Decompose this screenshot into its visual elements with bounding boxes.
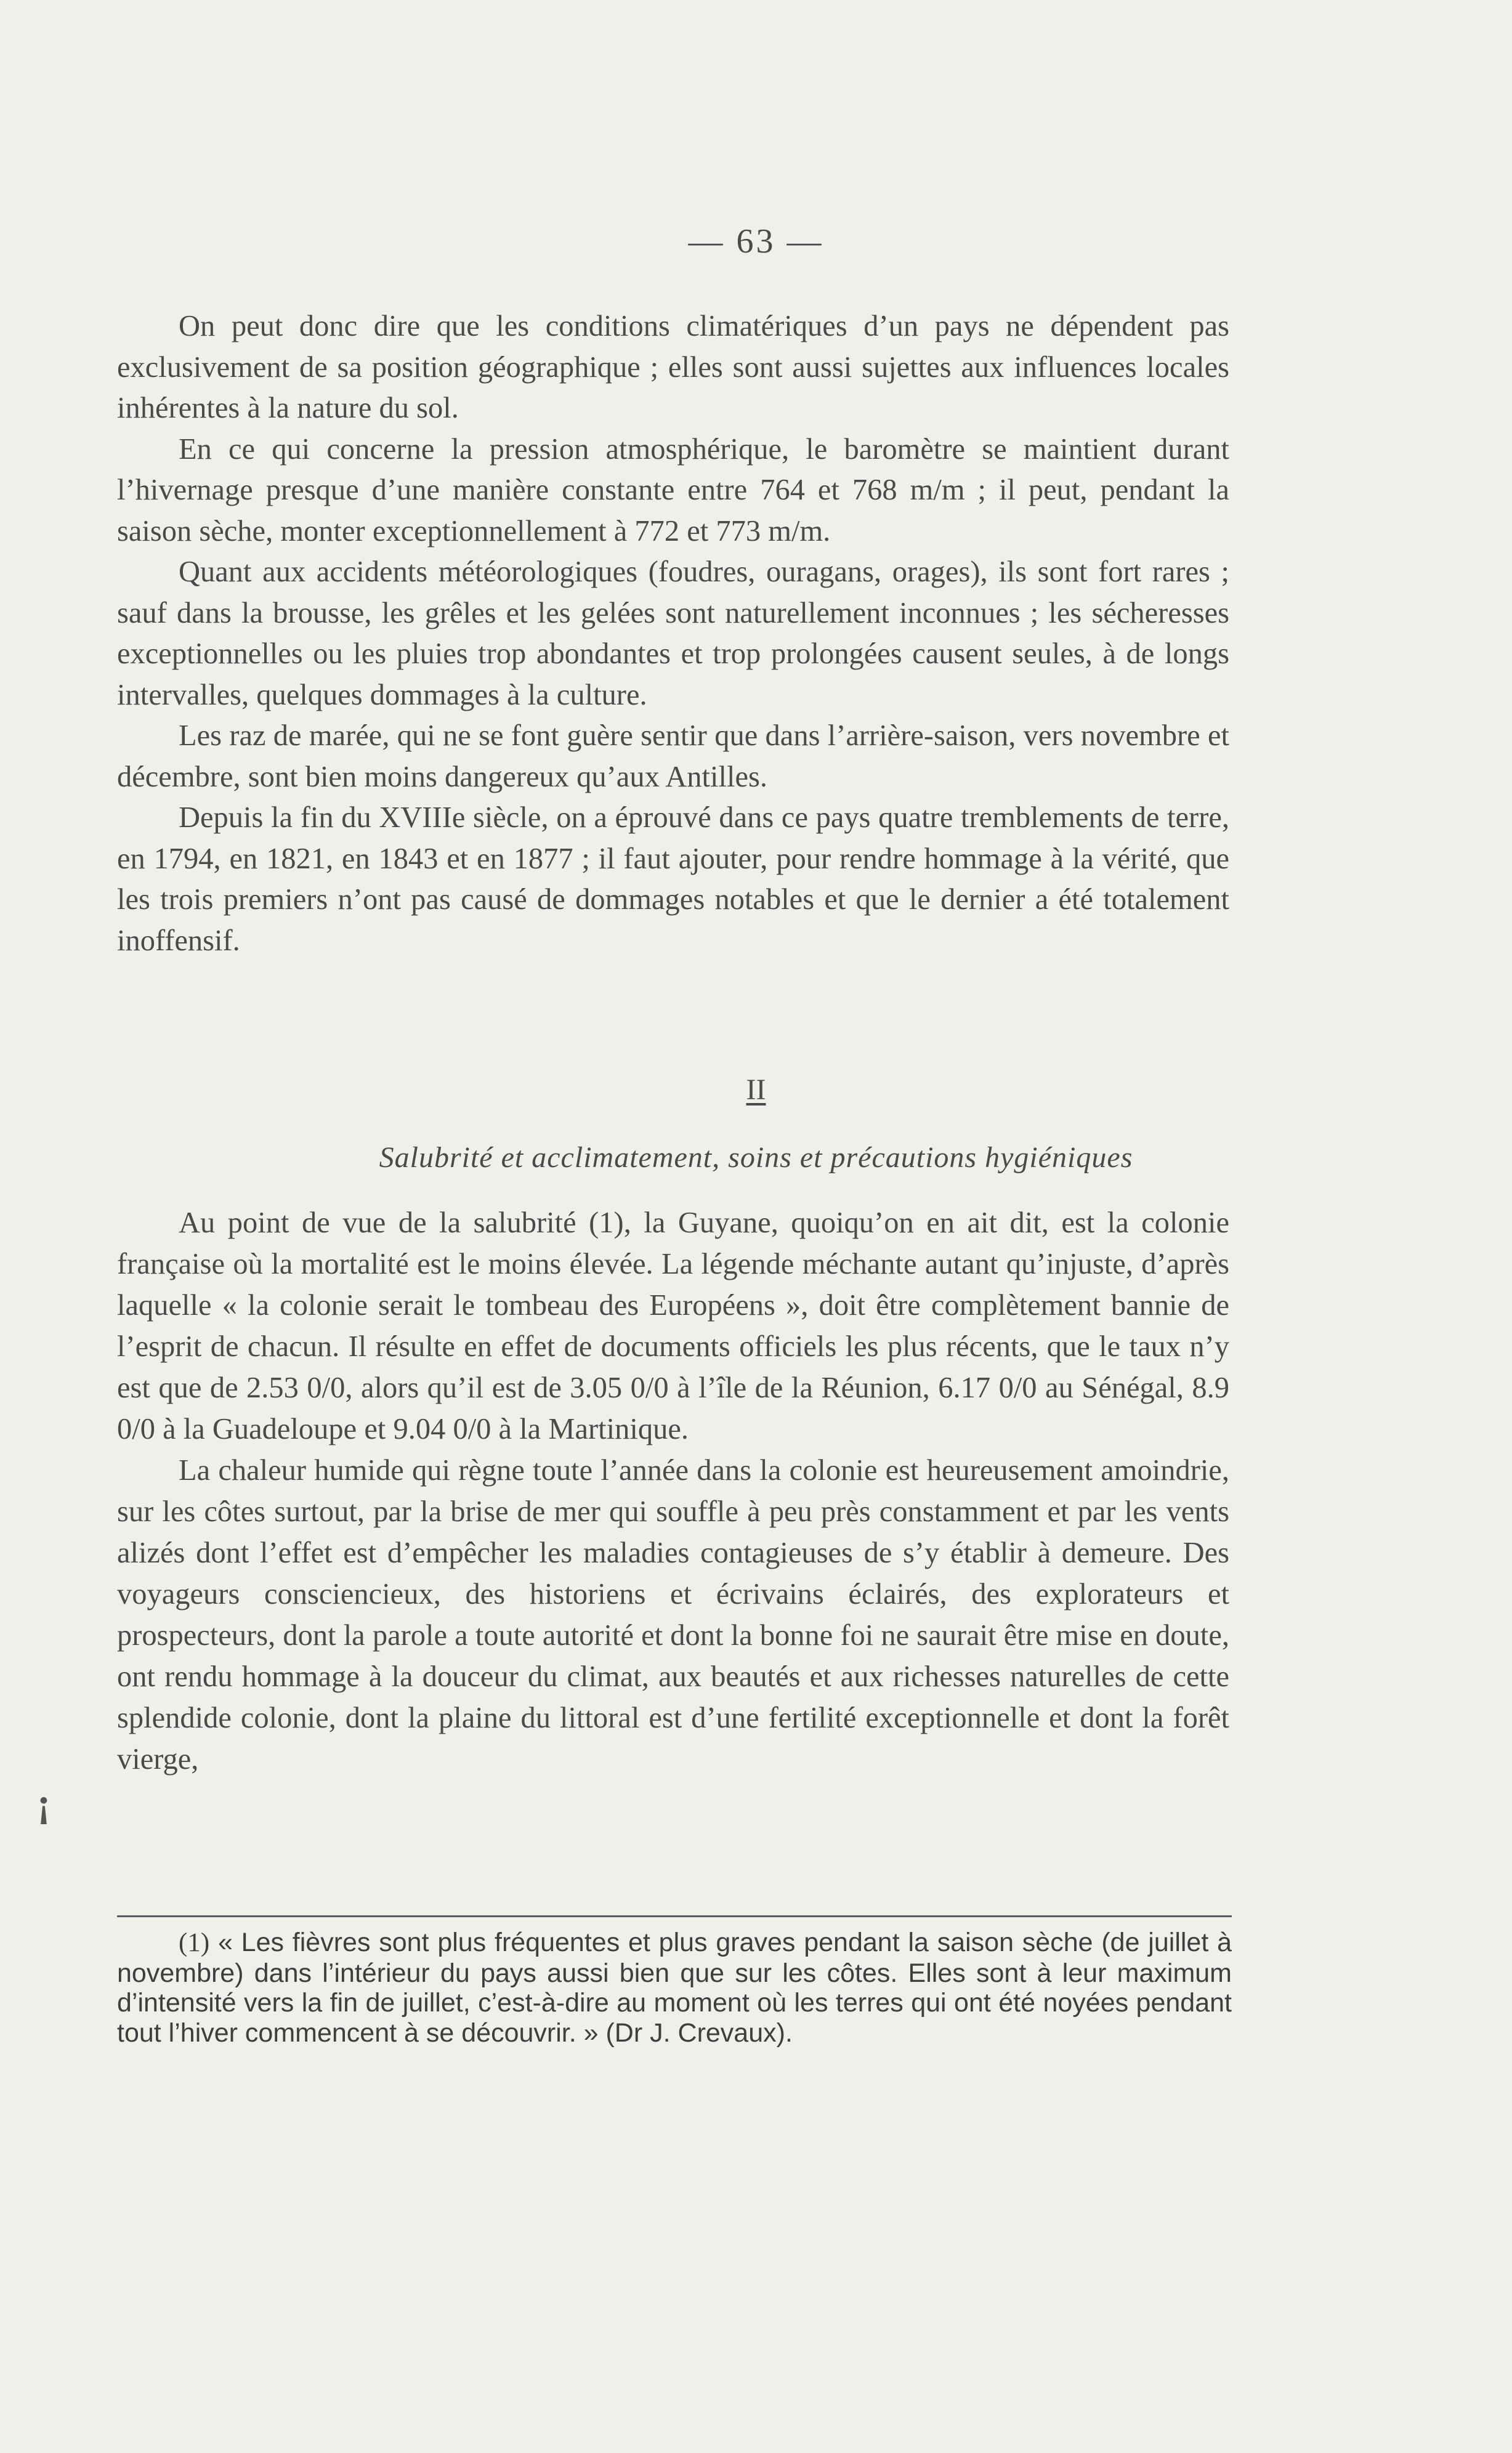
paragraph: Depuis la fin du XVIIIe siècle, on a éprouvé dans ce pays quatre tremblements de terre, en 1794, en 1821, en 1843 et en 1877 ; il faut ajouter, pour rendre hommage à la vérité, que les trois premiers n’ont pas causé de dommages notables et que le dernier a été totalement inoffensif. xyxy=(117,801,1229,957)
paragraph: La chaleur humide qui règne toute l’année dans la colonie est heureusement amoindrie, sur les côtes surtout, par la brise de mer qui souffle à peu près constamment et par les vents alizés dont l’effet est d’empêcher les maladies contagieuses de s’y établir à demeure. Des voyageurs consciencieux, des historiens et écrivains éclairés, des explorateurs et prospecteurs, dont la parole a toute autorité et dont la bonne foi ne saurait être mise en doute, ont rendu hommage à la douceur du climat, aux beautés et aux richesses naturelles de cette splendide colonie, dont la plaine du littoral est d’une fertilité exceptionnelle et dont la forêt vierge, xyxy=(117,1454,1230,1776)
footnote-ref: (1) xyxy=(179,1928,210,1957)
section-number: II xyxy=(746,1073,766,1106)
footnote-text: « Les fièvres sont plus fréquentes et plus graves pendant la saison sèche (de juillet à novembre) dans l’intérieur du pays aussi bien que sur les côtes. Elles sont à leur maximum d’intensité vers la fin de juillet, c’est-à-dire au moment où les terres qui ont été noyées pendant tout l’hiver commencent à se découvrir. » (Dr J. Crevaux). xyxy=(117,1928,1232,2048)
section-title: Salubrité et acclimatement, soins et précautions hygiéniques xyxy=(379,1141,1133,1174)
footnote xyxy=(117,1928,1232,2048)
paragraph: Les raz de marée, qui ne se font guère sentir que dans l’arrière-saison, vers novembre et décembre, sont bien moins dangereux qu’aux Antilles. xyxy=(117,719,1229,793)
margin-mark-icon: ¡ xyxy=(37,1780,51,1825)
text-block-climate xyxy=(117,306,1229,961)
paragraph: Quant aux accidents météorologiques (foudres, ouragans, orages), ils sont fort rares ; sauf dans la brousse, les grêles et les gelées sont naturellement inconnues ; les sécheresses exceptionnelles ou les pluies trop abondantes et trop prolongées causent seules, à de longs intervalles, quelques dommages à la culture. xyxy=(117,556,1229,711)
paragraph: En ce qui concerne la pression atmosphérique, le baromètre se maintient durant l’hivernage presque d’une manière constante entre 764 et 768 m/m ; il peut, pendant la saison sèche, monter exceptionnellement à 772 et 773 m/m. xyxy=(117,432,1229,548)
text-block-salubrity xyxy=(117,1202,1229,1780)
paragraph: Au point de vue de la salubrité (1), la Guyane, quoiqu’on en ait dit, est la colonie française où la mortalité est le moins élevée. La légende méchante autant qu’injuste, d’après laquelle « la colonie serait le tombeau des Européens », doit être complètement bannie de l’esprit de chacun. Il résulte en effet de documents officiels les plus récents, que le taux n’y est que de 2.53 0/0, alors qu’il est de 3.05 0/0 à l’île de la Réunion, 6.17 0/0 au Sénégal, 8.9 0/0 à la Guadeloupe et 9.04 0/0 à la Martinique. xyxy=(117,1206,1229,1445)
page-number: — 63 — xyxy=(688,222,824,261)
paragraph: On peut donc dire que les conditions climatériques d’un pays ne dépendent pas exclusivement de sa position géographique ; elles sont aussi sujettes aux influences locales inhérentes à la nature du sol. xyxy=(117,310,1229,424)
footnote-divider xyxy=(117,1915,1232,1917)
